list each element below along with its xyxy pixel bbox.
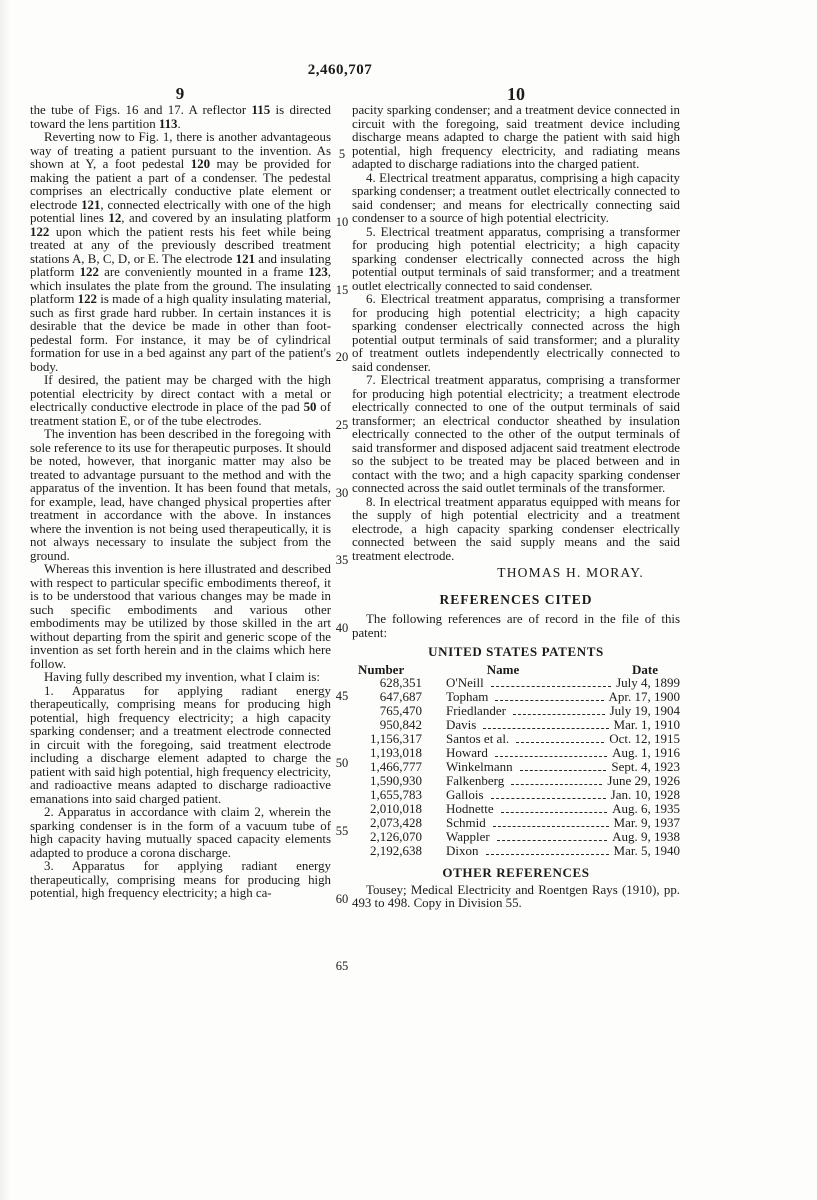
patentee-name-cell: Gallois: [446, 787, 484, 803]
patent-number-cell: 2,126,070: [370, 829, 422, 845]
references-cited-heading: REFERENCES CITED: [439, 591, 593, 607]
column-10-text: [352, 104, 680, 911]
line-number: 35: [335, 553, 349, 567]
paragraph: [352, 374, 680, 496]
table-row: [352, 774, 680, 788]
page-column-number-10: 10: [507, 84, 525, 104]
patent-number-cell: 1,193,018: [370, 745, 422, 761]
leader-dashes: [513, 714, 605, 715]
patent-number-cell: 628,351: [379, 675, 422, 691]
paragraph-text: The invention has been described in the foregoing with sole reference to its use for therapeutic purposes. It should be noted, however, that inorganic matter may also be treated to advantage pursuant to the method and with the apparatus of the invention. It has been found that metals, for example, lead, have changed physical properties after treatment in accordance with the above. In instances where the invention is not being used therapeutically, it is not always necessary to insulate the subject from the ground.: [30, 427, 331, 563]
date-cell: Mar. 9, 1937: [613, 815, 680, 831]
paragraph-text: Reverting now to Fig. 1, there is another advantageous way of treating a patient pursuant to the invention. As shown at Y, a foot pedestal 120 may be provided for making the patient a part of a condenser. The pedestal comprises an electrically conductive plate element or electrode 121, connected electrically with one of the high potential lines 12, and covered by an insulating platform 122 upon which the patient rests his feet while being treated at any of the previously described treatment stations A, B, C, D, or E. The electrode 121 and insulating platform 122 are conveniently mounted in a frame 123, which insulates the plate from the ground. The insulating platform 122 is made of a high quality insulating material, such as first grade hard rubber. In certain instances it is desirable that the device be made in other than foot-pedestal form. For instance, it may be of cylindrical formation for use in a bed against any part of the patient's body.: [30, 130, 332, 374]
table-row: [352, 830, 680, 844]
line-number: 15: [335, 283, 349, 297]
leader-dashes: [516, 742, 604, 743]
line-number: 50: [335, 756, 349, 770]
patentee-name-cell: Friedlander: [446, 703, 506, 719]
table-row: [352, 704, 680, 718]
date-cell: Jan. 10, 1928: [610, 787, 680, 803]
paragraph: [352, 496, 680, 564]
line-number: 20: [335, 350, 349, 364]
table-row: [352, 690, 680, 704]
line-number: 30: [335, 486, 349, 500]
leader-dashes: [495, 700, 603, 701]
paragraph: [30, 806, 331, 860]
paragraph: [352, 104, 680, 172]
paragraph-text: Whereas this invention is here illustrated and described with respect to particular specific embodiments thereof, it is to be understood that various changes may be made in such specific embodiments and various other embodiments may be utilized by those skilled in the art without departing from the spirit and generic scope of the invention as set forth herein and in the claims which here follow.: [30, 562, 331, 671]
date-cell: Aug. 9, 1938: [612, 829, 680, 845]
table-row: [352, 676, 680, 690]
paragraph: [30, 374, 331, 428]
table-row: [352, 844, 680, 858]
paragraph: [30, 131, 331, 374]
date-cell: June 29, 1926: [607, 773, 680, 789]
leader-dashes: [495, 756, 607, 757]
patentee-name-cell: Hodnette: [446, 801, 494, 817]
table-row: [352, 816, 680, 830]
paragraph: [30, 685, 331, 807]
paragraph-text: 6. Electrical treatment apparatus, comprising a transformer for producing high potential electricity; a high capacity sparking condenser electrically connected across the high potential output terminals of said transformer; and a plurality of treatment outlets independently electrically connected to said condenser.: [352, 292, 680, 374]
patentee-name-cell: Howard: [446, 745, 488, 761]
paragraph-text: 2. Apparatus in accordance with claim 2, wherein the sparking condenser is in the form of a vacuum tube of high capacity having mutually spaced capacity elements adapted to produce a corona discharge.: [30, 805, 331, 860]
leader-dashes: [486, 854, 609, 855]
table-row: [352, 788, 680, 802]
table-row: [352, 718, 680, 732]
paragraph: [30, 428, 331, 563]
page-column-number-9: 9: [175, 84, 185, 103]
line-number: 65: [335, 959, 349, 973]
leader-dashes: [497, 840, 607, 841]
paragraph-text: 8. In electrical treatment apparatus equipped with means for the supply of high potential electricity and a treatment electrode, a high capacity sparking condenser electrically connected between the said supply means and the said treatment electrode.: [352, 494, 680, 563]
column-9-text: [30, 104, 331, 901]
patentee-name-cell: Dixon: [446, 843, 479, 859]
patent-number-cell: 647,687: [379, 689, 422, 705]
table-row: [352, 802, 680, 816]
table-row: [352, 746, 680, 760]
line-number: 5: [338, 147, 346, 161]
leader-dashes: [520, 770, 607, 771]
paragraph-text: 1. Apparatus for applying radiant energy therapeutically, comprising means for producing high potential, high frequency electricity; a high capacity sparking condenser; and a treatment electrode connected in circuit with the foregoing, said treatment electrode including a discharge element adapted to charge the patient with said high potential, high frequency electricity, and radioactive means adapted to discharge radioactive emanations into said charged patient.: [30, 683, 331, 806]
line-number: 55: [335, 824, 349, 838]
patentee-name-cell: Schmid: [446, 815, 486, 831]
us-patents-heading: UNITED STATES PATENTS: [428, 644, 604, 659]
patentee-name-cell: Davis: [446, 717, 477, 733]
line-number: 25: [335, 418, 349, 432]
line-number-gutter: [330, 0, 354, 1200]
patentee-name-cell: Santos et al.: [446, 731, 510, 747]
paragraph-text: 7. Electrical treatment apparatus, comprising a transformer for producing high potential electricity; a treatment electrode electrically connected to one of the output terminals of said transformer; an electrical conductor sheathed by insulation electrically connected to the other of the output terminals of said transformer and disposed adjacent said treatment electrode so the subject to be treated may be placed between and in contact with the two; and a high capacity sparking condenser connected across the said outlet terminals of the transformer.: [352, 373, 680, 495]
leader-dashes: [491, 798, 606, 799]
paragraph-text: pacity sparking condenser; and a treatment device connected in circuit with the foregoing, said treatment device including discharge means adapted to charge the patient with said high potential, high frequency electricity, and radiating means adapted to discharge radiations into the charged patient.: [352, 103, 680, 171]
patent-number-cell: 1,655,783: [370, 787, 422, 803]
paragraph-text: 5. Electrical treatment apparatus, comprising a transformer for producing high potential electricity; a high capacity sparking condenser electrically connected across the high potential output terminals of said transformer; and a treatment outlet electrically connected to said condenser.: [352, 224, 680, 293]
paragraph: [30, 104, 331, 131]
date-cell: Sept. 4, 1923: [611, 759, 680, 775]
table-header-row: [352, 663, 680, 677]
date-cell: Mar. 5, 1940: [613, 843, 680, 859]
date-cell: Mar. 1, 1910: [613, 717, 680, 733]
date-cell: July 4, 1899: [616, 675, 680, 691]
references-intro: The following references are of record in the file of this patent:: [352, 612, 680, 640]
leader-dashes: [511, 784, 602, 785]
line-number: 45: [335, 689, 349, 703]
line-number: 10: [335, 215, 349, 229]
leader-dashes: [501, 812, 607, 813]
paragraph-text: the tube of Figs. 16 and 17. A reflector 115 is directed toward the lens partition 113.: [30, 103, 331, 131]
patentee-name-cell: Topham: [446, 689, 489, 705]
inventor-signature: THOMAS H. MORAY.: [497, 565, 644, 580]
paragraph: [352, 226, 680, 294]
patentee-name-cell: O'Neill: [446, 675, 484, 691]
patent-number-cell: 2,010,018: [370, 801, 422, 817]
paragraph: [352, 293, 680, 374]
paragraph: [30, 563, 331, 671]
patentee-name-cell: Winkelmann: [446, 759, 513, 775]
paragraph-text: If desired, the patient may be charged with the high potential electricity by direct contact with a metal or electrically conductive electrode in place of the pad 50 of treatment station E, or of the tube electrodes.: [30, 373, 332, 428]
other-references-heading: OTHER REFERENCES: [442, 865, 590, 881]
paragraph-text: 4. Electrical treatment apparatus, comprising a high capacity sparking condenser; a treatment outlet electrically connected to said condenser; and means for electrically connecting said condenser to a source of high potential electricity.: [352, 170, 680, 225]
paragraph: [30, 860, 331, 901]
patent-number-cell: 1,590,930: [370, 773, 422, 789]
patentee-name-cell: Falkenberg: [446, 773, 505, 789]
patent-number-cell: 2,192,638: [370, 843, 422, 859]
patent-number-cell: 1,156,317: [370, 731, 422, 747]
paragraph-text: Having fully described my invention, what I claim is:: [44, 670, 321, 684]
patent-number-header: 2,460,707: [307, 62, 373, 78]
leader-dashes: [491, 686, 611, 687]
patentee-name-cell: Wappler: [446, 829, 490, 845]
header-number: Number: [358, 661, 405, 677]
paragraph: [30, 671, 331, 685]
table-row: [352, 732, 680, 746]
paragraph: [352, 172, 680, 226]
patent-number-cell: 765,470: [379, 703, 422, 719]
us-patents-table: [352, 663, 680, 859]
line-number: 60: [335, 892, 349, 906]
date-cell: Oct. 12, 1915: [609, 731, 680, 747]
table-row: [352, 760, 680, 774]
date-cell: Aug. 6, 1935: [612, 801, 680, 817]
leader-dashes: [483, 728, 608, 729]
date-cell: July 19, 1904: [609, 703, 680, 719]
paragraph-text: 3. Apparatus for applying radiant energy therapeutically, comprising means for producing high potential, high frequency electricity; a high ca-: [30, 859, 331, 900]
date-cell: Apr. 17, 1900: [608, 689, 680, 705]
header-date: Date: [632, 661, 658, 677]
other-references-text: Tousey; Medical Electricity and Roentgen Rays (1910), pp. 493 to 498. Copy in Division 55.: [352, 882, 680, 911]
leader-dashes: [493, 826, 609, 827]
patent-number-cell: 950,842: [379, 717, 422, 733]
line-number: 40: [335, 621, 349, 635]
patent-number-cell: 2,073,428: [370, 815, 422, 831]
header-name: Name: [486, 661, 520, 677]
date-cell: Aug. 1, 1916: [612, 745, 680, 761]
patent-number-cell: 1,466,777: [370, 759, 422, 775]
